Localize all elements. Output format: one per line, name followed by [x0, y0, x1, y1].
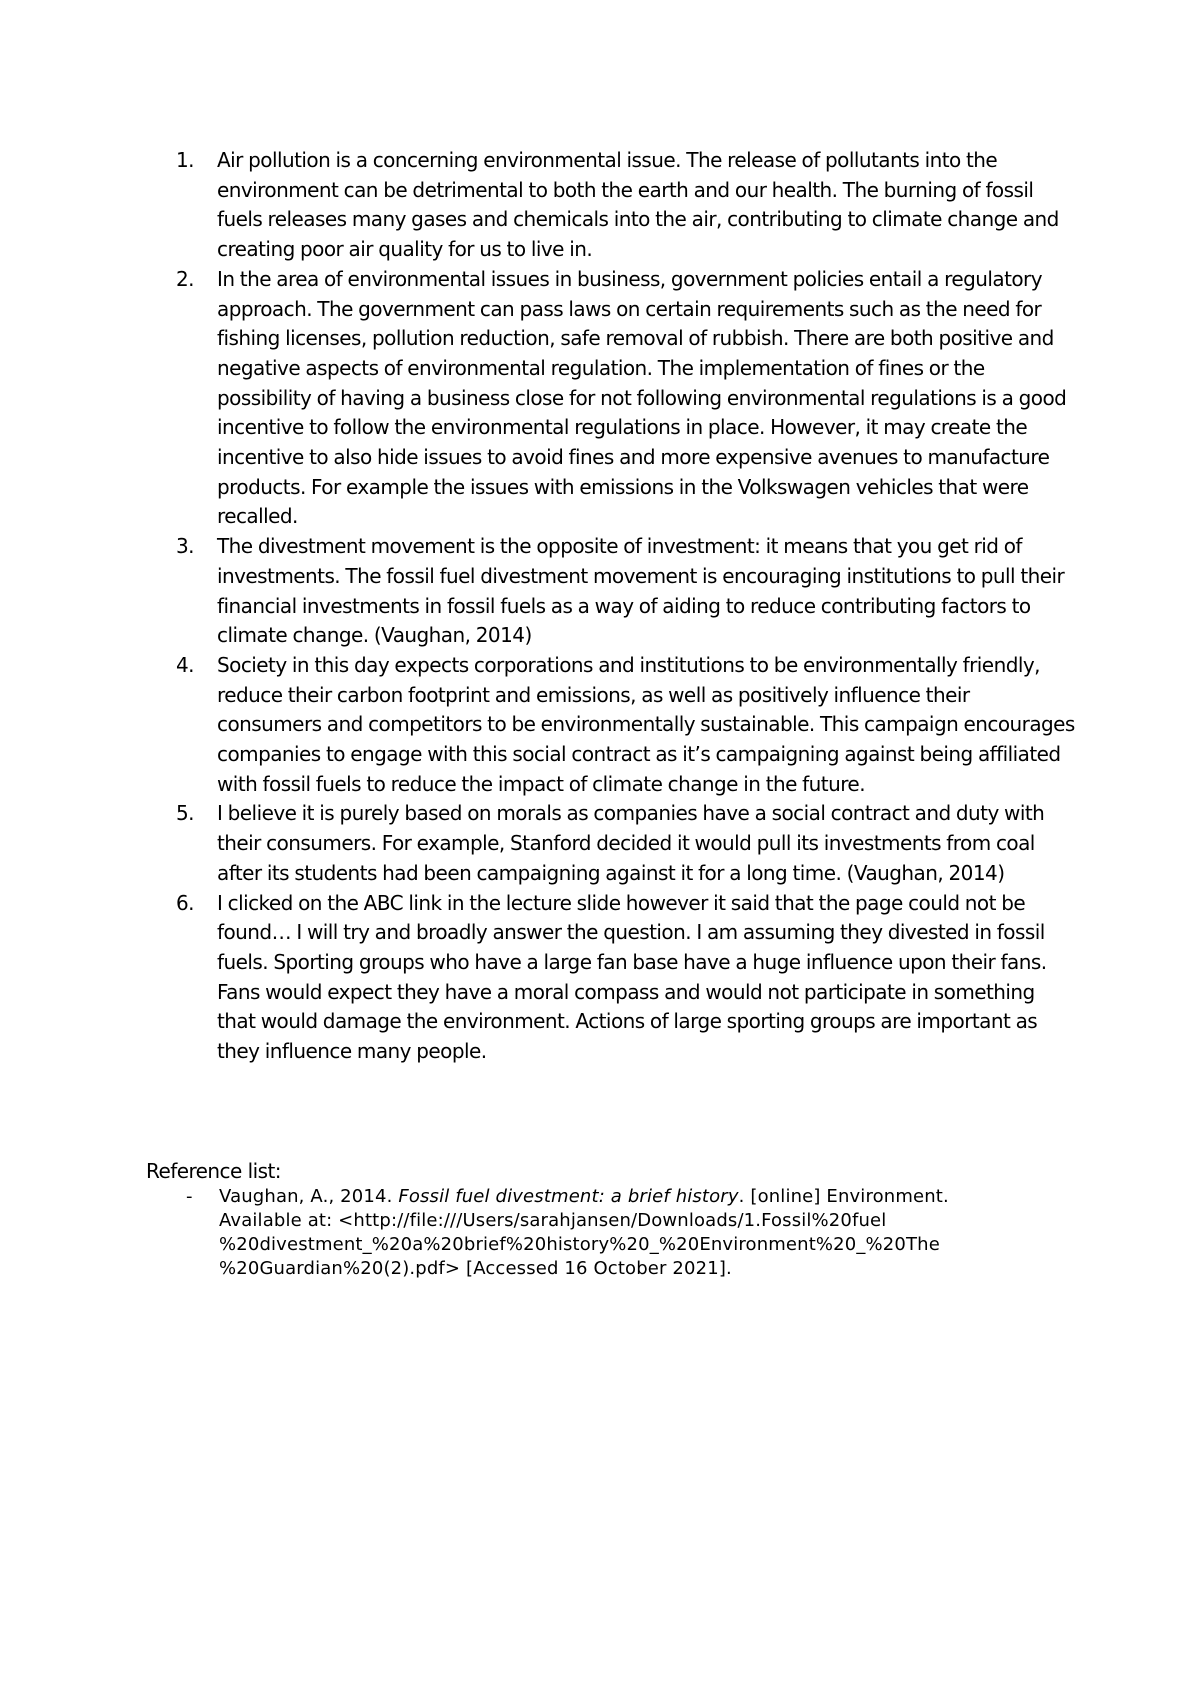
reference-accessed: > [Accessed 16 October 2021].: [444, 1258, 732, 1279]
reference-list: [186, 1185, 1066, 1281]
item-text: Society in this day expects corporations and institutions to be environmentally friendly, reduce their carbon footprint and emissions, as well as positively influence their consumers and competitors to be environmentally sustainable. This campaign encourages companies to engage with this social contract as it’s campaigning against being affiliated with fossil fuels to reduce the impact of climate change in the future.: [217, 652, 1075, 796]
item-number: 4.: [176, 652, 194, 677]
item-number: 1.: [176, 148, 194, 172]
reference-url-part-2: %20divestment_%20a%20brief%20history%20_%20Environment%20_%20The: [219, 1234, 940, 1255]
list-item: [176, 146, 1076, 265]
list-item: [176, 889, 1076, 1067]
reference-title: Fossil fuel divestment: a brief history: [398, 1186, 739, 1207]
item-text: The divestment movement is the opposite of investment: it means that you get rid of investments. The fossil fuel divestment movement is encouraging institutions to pull their financial investments in fossil fuels as a way of aiding to reduce contributing factors to climate change. (Vaughan, 2014): [217, 534, 1065, 648]
item-number: 5.: [176, 801, 194, 826]
list-item: [176, 265, 1076, 532]
reference-line-1: [219, 1185, 1066, 1209]
reference-line-2: [219, 1209, 1066, 1233]
item-text: In the area of environmental issues in business, government policies entail a regulatory approach. The government can pass laws on certain requirements such as the need for fishing licenses, pollution reduction, safe removal of rubbish. There are both positive and negative aspects of environmental regulation. The implementation of fines or the possibility of having a business close for not following environmental regulations is a good incentive to follow the environmental regulations in place. However, it may create the incentive to also hide issues to avoid fines and more expensive avenues to manufacture products. For example the issues with emissions in the Volkswagen vehicles that were recalled.: [217, 266, 1067, 529]
reference-bullet: -: [186, 1186, 193, 1207]
list-item: [176, 532, 1076, 651]
item-number: 6.: [176, 890, 194, 915]
reference-list-heading: Reference list:: [146, 1159, 281, 1183]
reference-author-year: Vaughan, A., 2014.: [219, 1186, 399, 1207]
item-text: I clicked on the ABC link in the lecture slide however it said that the page could not be found… I will try and broadly answer the question. I am assuming they divested in fossil fuels. Sporting groups who have a large fan base have a huge influence upon their fans. Fans would expect they have a moral compass and would not participate in something that would damage the environment. Actions of large sporting groups are important as they influence many people.: [217, 890, 1047, 1064]
item-text: I believe it is purely based on morals as companies have a social contract and duty with their consumers. For example, Stanford decided it would pull its investments from coal after its students had been campaigning against it for a long time. (Vaughan, 2014): [217, 801, 1045, 885]
reference-url-part-1: http://file:///Users/sarahjansen/Downloads/1.Fossil%20fuel: [353, 1210, 887, 1231]
reference-source: . [online] Environment.: [738, 1186, 949, 1207]
reference-url-part-3: %20Guardian%20(2).pdf: [219, 1258, 445, 1279]
item-number: 3.: [176, 534, 194, 559]
item-text: Air pollution is a concerning environmental issue. The release of pollutants into the environment can be detrimental to both the earth and our health. The burning of fossil fuels releases many gases and chemicals into the air, contributing to climate change and creating poor air quality for us to live in.: [217, 148, 1059, 262]
answers-list: [176, 146, 1076, 1067]
reference-item: [186, 1185, 1066, 1281]
reference-line-3: [219, 1233, 1066, 1257]
reference-available-at: Available at: <: [219, 1210, 354, 1231]
item-number: 2.: [176, 266, 194, 291]
reference-line-4: [219, 1257, 1066, 1281]
list-item: [176, 799, 1076, 888]
list-item: [176, 651, 1076, 800]
